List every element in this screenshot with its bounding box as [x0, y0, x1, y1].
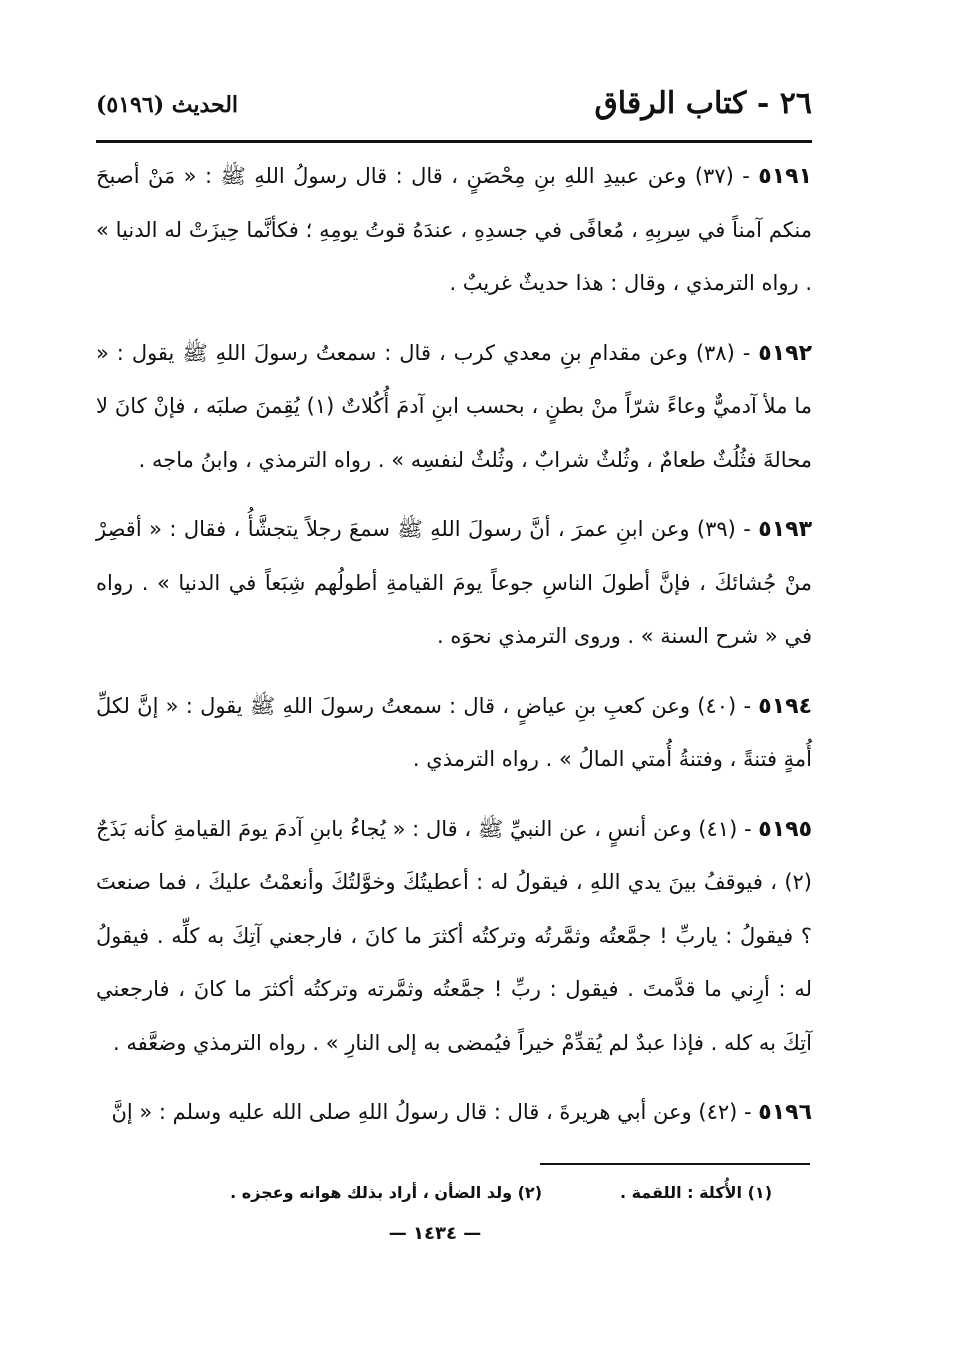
- main-text: [96, 150, 812, 1156]
- hadith-text: - (٤١) وعن أنسٍ ، عن النبيِّ ﷺ ، قال : « يُجاءُ بابنِ آدمَ يومَ القيامةِ كأنه بَذَجٌ (٢) ، فيوقفُ بينَ يدي اللهِ ، فيقولُ له : أعطيتُكَ وخوَّلتُكَ وأنعمْتُ عليكَ ، فما صنعتَ ؟ فيقولُ : ياربِّ ! جمَّعتُه وثمَّرتُه وتركتُه أكثرَ ما كانَ ، فارجعني آتِكَ به كلِّه . فيقولُ له : أرِني ما قدَّمتَ . فيقول : ربِّ ! جمَّعتُه وثمَّرته وتركتُه أكثرَ ما كانَ ، فارجعني آتِكَ به كله . فإذا عبدٌ لم يُقدِّمْ خيراً فيُمضى به إلى النارِ » . رواه الترمذي وضعَّفه .: [96, 816, 812, 1055]
- footnote-rule: [540, 1163, 810, 1165]
- hadith-number: ٥١٩٢: [758, 340, 812, 366]
- hadith-5192: [96, 327, 812, 488]
- hadith-range: الحديث (٥١٩٦): [96, 92, 239, 118]
- hadith-number: ٥١٩٥: [758, 816, 812, 842]
- header-rule: [96, 140, 812, 143]
- hadith-number: ٥١٩٤: [758, 693, 812, 719]
- hadith-text: - (٣٩) وعن ابنِ عمرَ ، أنَّ رسولَ اللهِ ﷺ سمعَ رجلاً يتجشَّأُ ، فقال : « أقصِرْ منْ جُشائكَ ، فإنَّ أطولَ الناسِ جوعاً يومَ القيامةِ أطولُهم شِبَعاً في الدنيا » . رواه في « شرح السنة » . وروى الترمذي نحوَه .: [96, 517, 812, 648]
- hadith-number: ٥١٩٦: [758, 1100, 812, 1125]
- hadith-5194: [96, 680, 812, 787]
- hadith-5195: [96, 803, 812, 1071]
- hadith-number: ٥١٩٣: [758, 517, 812, 542]
- page-header: [96, 82, 812, 138]
- hadith-5193: [96, 503, 812, 664]
- hadith-text: - (٣٨) وعن مقدامِ بنِ معدي كرب ، قال : سمعتُ رسولَ اللهِ ﷺ يقول : « ما ملأ آدميٌّ وعاءً شرّاً منْ بطنٍ ، بحسب ابنِ آدمَ أُكُلاتٌ (١) يُقِمنَ صلبَه ، فإنْ كانَ لا محالةَ فثُلُثٌ طعامٌ ، وثُلثٌ شرابٌ ، وثُلثٌ لنفسِه » . رواه الترمذي ، وابنُ ماجه .: [96, 340, 812, 472]
- footnote-1: (١) الأُكلة : اللقمة .: [619, 1183, 772, 1202]
- hadith-number: ٥١٩١: [758, 164, 812, 189]
- chapter-title: ٢٦ - كتاب الرقاق: [594, 86, 812, 121]
- hadith-5196: [96, 1086, 812, 1140]
- hadith-text: - (٤٢) وعن أبي هريرةَ ، قال : قال رسولُ اللهِ صلى الله عليه وسلم : « إنَّ: [111, 1100, 752, 1124]
- footnote-2: (٢) ولد الضأن ، أراد بذلك هوانه وعجزه .: [230, 1183, 542, 1202]
- hadith-5191: [96, 150, 812, 311]
- page-number: — ١٤٣٤ —: [388, 1223, 482, 1244]
- hadith-text: - (٣٧) وعن عبيدِ اللهِ بنِ مِحْصَنٍ ، قال : قال رسولُ اللهِ ﷺ : « مَنْ أصبحَ منكم آمناً في سِربِهِ ، مُعافًى في جسدِهِ ، عندَهُ قوتُ يومِهِ ؛ فكأنَّما حِيزَتْ له الدنيا » . رواه الترمذي ، وقال : هذا حديثٌ غريبٌ .: [96, 164, 812, 295]
- hadith-text: - (٤٠) وعن كعبِ بنِ عياضٍ ، قال : سمعتُ رسولَ اللهِ ﷺ يقول : « إنَّ لكلِّ أُمةٍ فتنةً ، وفتنةُ أُمتي المالُ » . رواه الترمذي .: [96, 693, 812, 771]
